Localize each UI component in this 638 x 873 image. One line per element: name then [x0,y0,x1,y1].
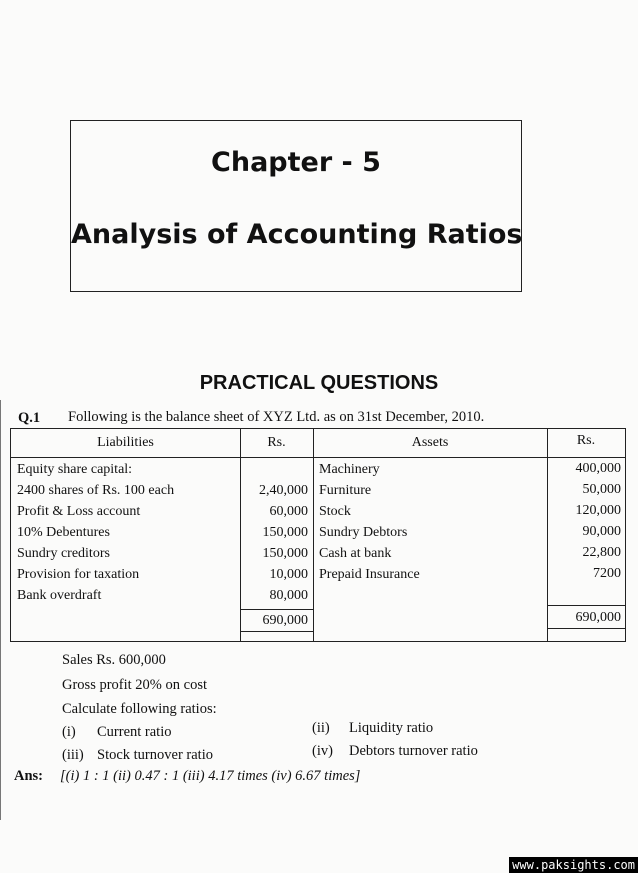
asset-amount: 7200 [593,566,621,581]
asset-item: Sundry Debtors [319,525,408,540]
note-calculate: Calculate following ratios: [62,701,217,717]
liability-amount: 80,000 [269,588,308,603]
ratio-num: (iv) [312,743,333,759]
liability-amount: 150,000 [262,525,308,540]
liabilities-total: 690,000 [262,613,308,628]
liability-amount: 60,000 [269,504,308,519]
liability-item: Equity share capital: [17,462,133,477]
asset-item: Cash at bank [319,546,392,561]
liability-item: 10% Debentures [17,525,110,540]
assets-total: 690,000 [575,610,621,625]
asset-item: Stock [319,504,351,519]
page-edge [0,400,1,820]
header-assets: Assets [411,435,449,450]
asset-amount: 90,000 [582,524,621,539]
asset-amount: 120,000 [575,503,621,518]
header-rs-liabilities: Rs. [267,435,286,450]
header-liabilities: Liabilities [97,435,154,450]
ratio-num: (i) [62,724,76,740]
ratio-label: Current ratio [97,724,172,740]
ratio-num: (ii) [312,720,330,736]
chapter-box [70,120,522,292]
note-sales: Sales Rs. 600,000 [62,652,166,668]
answer-text: [(i) 1 : 1 (ii) 0.47 : 1 (iii) 4.17 times (iv) 6.67 times] [60,768,361,784]
chapter-title: Analysis of Accounting Ratios [71,219,523,250]
asset-item: Machinery [319,462,380,477]
note-gross-profit: Gross profit 20% on cost [62,677,207,693]
ratio-label: Stock turnover ratio [97,747,213,763]
asset-amount: 400,000 [575,461,621,476]
ratio-label: Liquidity ratio [349,720,434,736]
asset-amount: 22,800 [582,545,621,560]
asset-item: Furniture [319,483,372,498]
liability-amount: 150,000 [262,546,308,561]
header-rs-assets: Rs. [576,433,596,448]
liability-amount: 10,000 [269,567,308,582]
liability-item: Bank overdraft [17,588,102,603]
liability-item: Profit & Loss account [17,504,141,519]
section-title: PRACTICAL QUESTIONS [199,372,439,394]
ratio-label: Debtors turnover ratio [349,743,478,759]
answer-label: Ans: [14,768,44,784]
asset-amount: 50,000 [582,482,621,497]
chapter-number: Chapter - 5 [211,147,381,178]
liability-amount: 2,40,000 [259,483,308,498]
ratio-num: (iii) [62,747,84,763]
watermark: www.paksights.com [509,857,638,873]
balance-sheet-table [10,428,626,642]
question-text: Following is the balance sheet of XYZ Ltd. as on 31st December, 2010. [68,409,485,425]
liability-item: Sundry creditors [17,546,110,561]
asset-item: Prepaid Insurance [319,567,420,582]
question-label: Q.1 [18,410,41,426]
liability-item: Provision for taxation [17,567,140,582]
liability-item: 2400 shares of Rs. 100 each [17,483,175,498]
